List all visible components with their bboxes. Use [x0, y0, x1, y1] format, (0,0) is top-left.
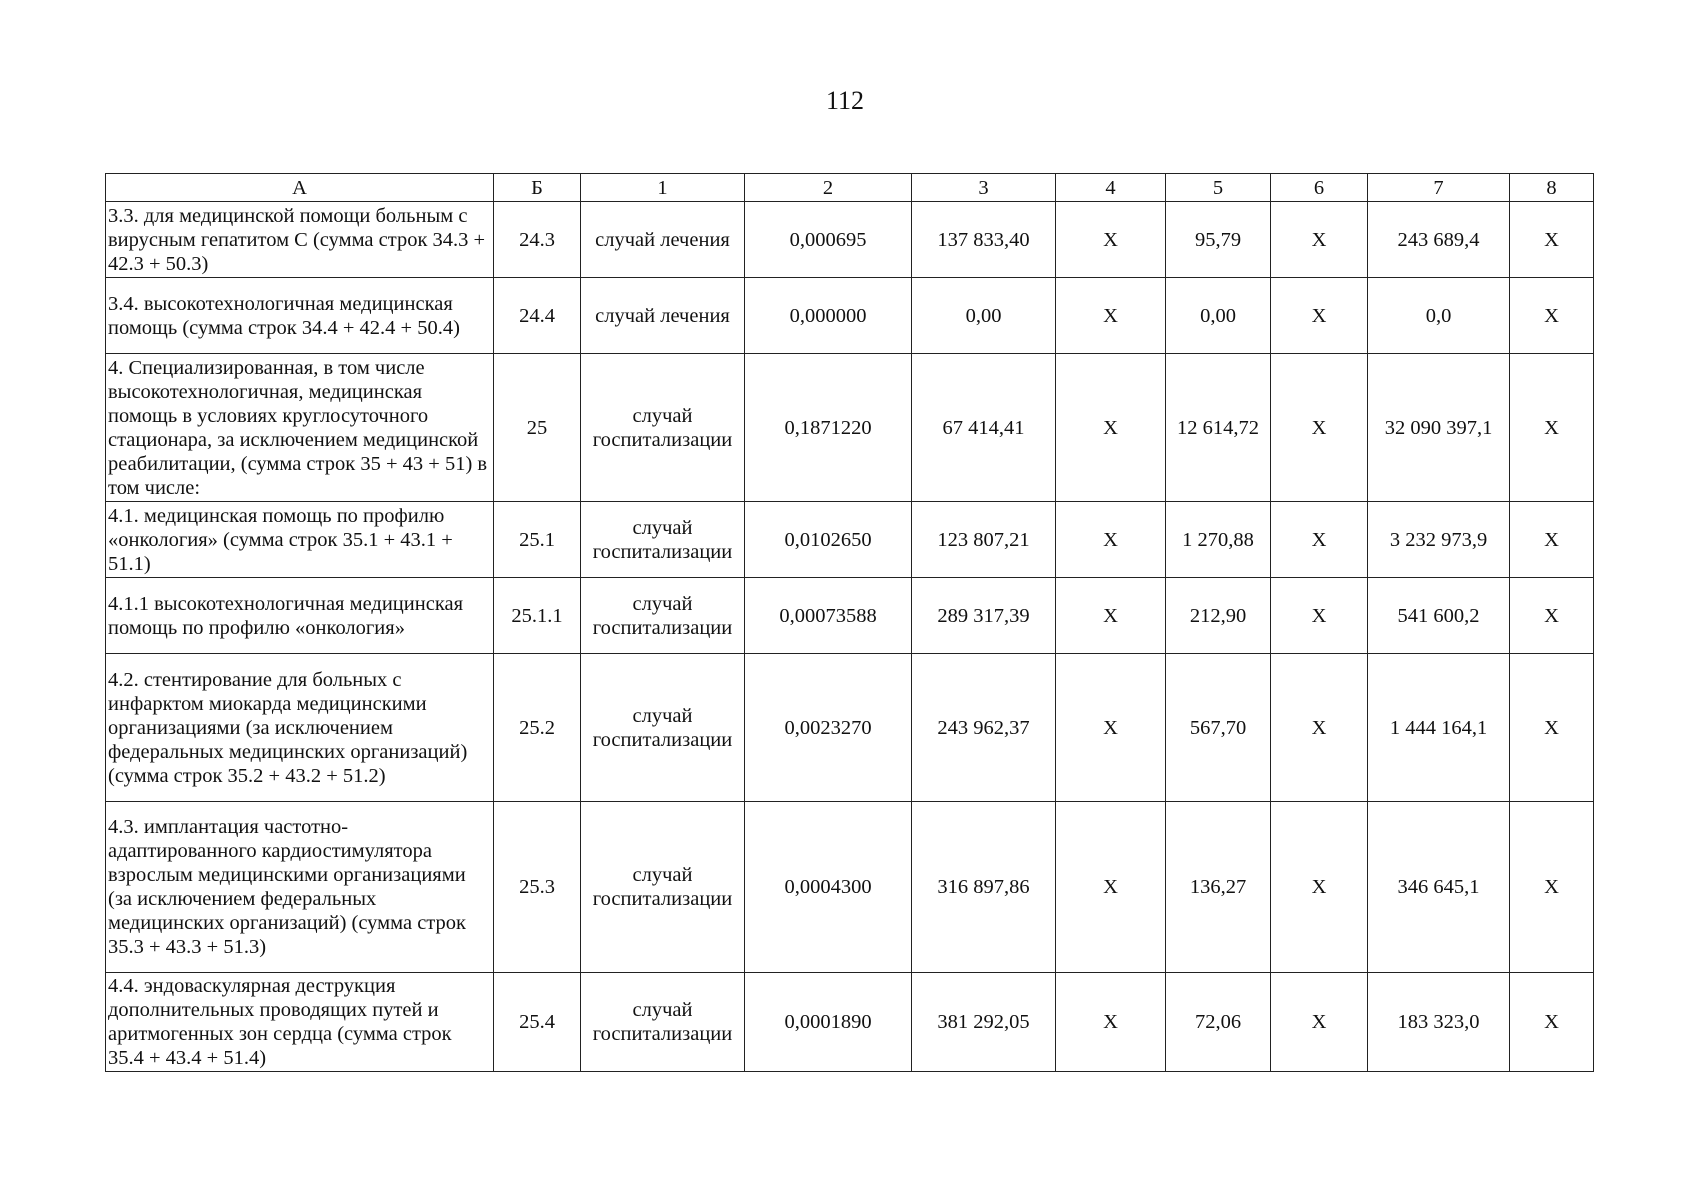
row-value-col-4: Х	[1056, 502, 1166, 578]
header-col-1: 1	[581, 174, 745, 202]
row-value-col-4: Х	[1056, 578, 1166, 654]
row-value-col-2: 0,000000	[745, 278, 912, 354]
row-line-code: 25	[494, 354, 581, 502]
row-value-col-8: Х	[1510, 654, 1594, 802]
row-value-col-3: 67 414,41	[912, 354, 1056, 502]
row-description: 4.1.1 высокотехнологичная медицинская помощь по профилю «онкология»	[106, 578, 494, 654]
row-unit: случай госпитализации	[581, 502, 745, 578]
row-value-col-2: 0,0102650	[745, 502, 912, 578]
row-value-col-2: 0,0004300	[745, 802, 912, 973]
data-table	[105, 173, 1594, 1072]
header-col-4: 4	[1056, 174, 1166, 202]
header-col-6: 6	[1271, 174, 1368, 202]
row-value-col-6: Х	[1271, 578, 1368, 654]
row-description: 3.4. высокотехнологичная медицинская помощь (сумма строк 34.4 + 42.4 + 50.4)	[106, 278, 494, 354]
row-unit: случай госпитализации	[581, 578, 745, 654]
row-value-col-5: 0,00	[1166, 278, 1271, 354]
row-value-col-7: 243 689,4	[1368, 202, 1510, 278]
row-value-col-8: Х	[1510, 502, 1594, 578]
row-value-col-6: Х	[1271, 654, 1368, 802]
row-value-col-8: Х	[1510, 354, 1594, 502]
table-body	[106, 202, 1594, 1072]
table-row	[106, 202, 1594, 278]
row-description: 4.4. эндоваскулярная деструкция дополнительных проводящих путей и аритмогенных зон сердца (сумма строк 35.4 + 43.4 + 51.4)	[106, 973, 494, 1072]
row-value-col-6: Х	[1271, 278, 1368, 354]
row-line-code: 25.1	[494, 502, 581, 578]
row-unit: случай лечения	[581, 202, 745, 278]
row-value-col-4: Х	[1056, 802, 1166, 973]
row-value-col-8: Х	[1510, 278, 1594, 354]
row-value-col-5: 212,90	[1166, 578, 1271, 654]
row-value-col-8: Х	[1510, 578, 1594, 654]
row-value-col-7: 32 090 397,1	[1368, 354, 1510, 502]
header-col-2: 2	[745, 174, 912, 202]
row-value-col-2: 0,0001890	[745, 973, 912, 1072]
row-description: 4.2. стентирование для больных с инфарктом миокарда медицинскими организациями (за исключением федеральных медицинских организаций) (сумма строк 35.2 + 43.2 + 51.2)	[106, 654, 494, 802]
row-value-col-4: Х	[1056, 202, 1166, 278]
header-col-7: 7	[1368, 174, 1510, 202]
row-value-col-2: 0,0023270	[745, 654, 912, 802]
row-line-code: 25.2	[494, 654, 581, 802]
row-value-col-7: 183 323,0	[1368, 973, 1510, 1072]
row-value-col-5: 95,79	[1166, 202, 1271, 278]
row-description: 4.1. медицинская помощь по профилю «онкология» (сумма строк 35.1 + 43.1 + 51.1)	[106, 502, 494, 578]
row-line-code: 24.3	[494, 202, 581, 278]
row-value-col-6: Х	[1271, 354, 1368, 502]
row-value-col-4: Х	[1056, 973, 1166, 1072]
page-number: 112	[825, 86, 865, 115]
row-line-code: 24.4	[494, 278, 581, 354]
row-unit: случай госпитализации	[581, 654, 745, 802]
table-header	[106, 174, 1594, 202]
row-unit: случай госпитализации	[581, 354, 745, 502]
row-description: 3.3. для медицинской помощи больным с вирусным гепатитом С (сумма строк 34.3 + 42.3 + 50.3)	[106, 202, 494, 278]
row-value-col-4: Х	[1056, 654, 1166, 802]
row-value-col-7: 346 645,1	[1368, 802, 1510, 973]
header-col-a: А	[106, 174, 494, 202]
header-col-8: 8	[1510, 174, 1594, 202]
row-value-col-5: 72,06	[1166, 973, 1271, 1072]
row-value-col-3: 289 317,39	[912, 578, 1056, 654]
row-value-col-3: 316 897,86	[912, 802, 1056, 973]
header-col-5: 5	[1166, 174, 1271, 202]
row-value-col-8: Х	[1510, 202, 1594, 278]
row-value-col-6: Х	[1271, 502, 1368, 578]
row-value-col-8: Х	[1510, 802, 1594, 973]
row-value-col-7: 3 232 973,9	[1368, 502, 1510, 578]
table-row	[106, 802, 1594, 973]
row-value-col-2: 0,1871220	[745, 354, 912, 502]
header-col-3: 3	[912, 174, 1056, 202]
row-value-col-5: 567,70	[1166, 654, 1271, 802]
row-value-col-3: 243 962,37	[912, 654, 1056, 802]
row-unit: случай госпитализации	[581, 802, 745, 973]
row-description: 4.3. имплантация частотно-адаптированного кардиостимулятора взрослым медицинскими организациями (за исключением федеральных медицинских организаций) (сумма строк 35.3 + 43.3 + 51.3)	[106, 802, 494, 973]
row-line-code: 25.4	[494, 973, 581, 1072]
row-value-col-4: Х	[1056, 354, 1166, 502]
row-unit: случай лечения	[581, 278, 745, 354]
row-value-col-5: 1 270,88	[1166, 502, 1271, 578]
row-value-col-8: Х	[1510, 973, 1594, 1072]
header-col-b: Б	[494, 174, 581, 202]
row-value-col-2: 0,00073588	[745, 578, 912, 654]
row-value-col-3: 381 292,05	[912, 973, 1056, 1072]
row-value-col-3: 0,00	[912, 278, 1056, 354]
table-row	[106, 578, 1594, 654]
row-value-col-7: 541 600,2	[1368, 578, 1510, 654]
row-value-col-7: 0,0	[1368, 278, 1510, 354]
row-value-col-3: 137 833,40	[912, 202, 1056, 278]
table-row	[106, 354, 1594, 502]
row-unit: случай госпитализации	[581, 973, 745, 1072]
table-row	[106, 278, 1594, 354]
row-value-col-7: 1 444 164,1	[1368, 654, 1510, 802]
row-value-col-3: 123 807,21	[912, 502, 1056, 578]
row-value-col-5: 12 614,72	[1166, 354, 1271, 502]
table-row	[106, 502, 1594, 578]
row-description: 4. Специализированная, в том числе высокотехнологичная, медицинская помощь в условиях круглосуточного стационара, за исключением медицинской реабилитации, (сумма строк 35 + 43 + 51) в том числе:	[106, 354, 494, 502]
row-value-col-5: 136,27	[1166, 802, 1271, 973]
row-value-col-2: 0,000695	[745, 202, 912, 278]
row-value-col-6: Х	[1271, 973, 1368, 1072]
row-line-code: 25.3	[494, 802, 581, 973]
row-line-code: 25.1.1	[494, 578, 581, 654]
row-value-col-6: Х	[1271, 802, 1368, 973]
row-value-col-4: Х	[1056, 278, 1166, 354]
table-row	[106, 654, 1594, 802]
row-value-col-6: Х	[1271, 202, 1368, 278]
table-row	[106, 973, 1594, 1072]
header-row	[106, 174, 1594, 202]
